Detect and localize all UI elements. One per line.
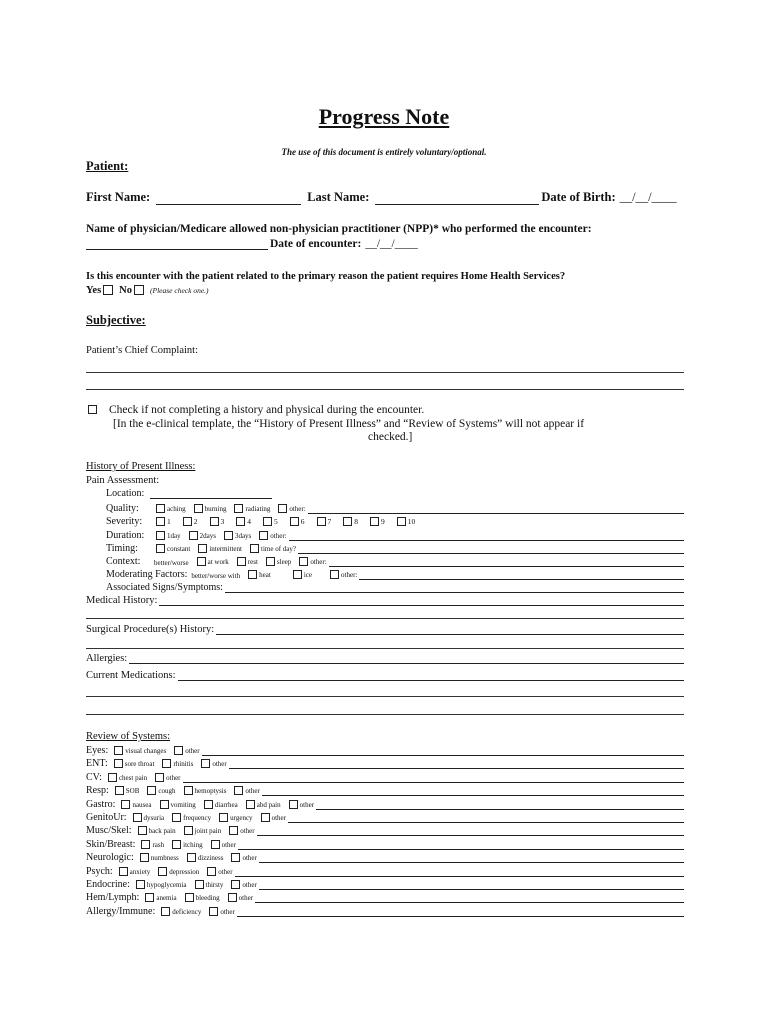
- moderating-heat-checkbox[interactable]: [248, 570, 257, 579]
- quality-burning-checkbox[interactable]: [194, 504, 203, 513]
- surgical-history-field[interactable]: [216, 625, 684, 635]
- moderating-other-checkbox[interactable]: [330, 570, 339, 579]
- ros-option-checkbox[interactable]: [108, 773, 117, 782]
- current-medications-row: [86, 670, 684, 681]
- ros-option-checkbox[interactable]: [185, 893, 194, 902]
- ros-option-label: back pain: [148, 827, 176, 836]
- surgical-history-label: Surgical Procedure(s) History:: [86, 624, 215, 635]
- ros-option-label: vomiting: [170, 800, 196, 809]
- timing-time-of-day-checkbox[interactable]: [250, 544, 259, 553]
- ros-option: [182, 786, 233, 796]
- moderating-heat-label: heat: [259, 571, 271, 579]
- last-name-label: Last Name:: [307, 190, 370, 204]
- surgical-history-line-2[interactable]: [86, 648, 684, 649]
- ros-option-label: other: [220, 907, 235, 916]
- ros-option-label: hemoptysis: [194, 787, 227, 796]
- ros-option: [226, 893, 253, 903]
- ros-row: [86, 892, 684, 903]
- ros-option-label: joint pain: [194, 827, 222, 836]
- ros-option-checkbox[interactable]: [160, 800, 169, 809]
- ros-option: [172, 746, 199, 756]
- ros-row-field[interactable]: [235, 868, 684, 877]
- ros-option: [158, 800, 202, 810]
- chief-complaint-line-1[interactable]: [86, 372, 684, 373]
- ros-row-label: GenitoUr:: [86, 812, 127, 823]
- ros-option-label: bleeding: [195, 894, 220, 903]
- timing-intermittent-checkbox[interactable]: [198, 544, 207, 553]
- encounter-date-label: Date of encounter:: [270, 238, 362, 250]
- ros-option: [207, 907, 234, 917]
- ros-option: [287, 800, 314, 810]
- encounter-date-field[interactable]: __/__/____: [365, 238, 418, 250]
- ros-row-label: CV:: [86, 771, 102, 783]
- ros-row: [86, 825, 684, 836]
- ros-option: [112, 746, 172, 756]
- ros-option-checkbox[interactable]: [195, 880, 204, 889]
- duration-label: Duration:: [106, 530, 145, 541]
- moderating-other-field[interactable]: [359, 571, 684, 580]
- quality-aching-label: aching: [167, 505, 186, 513]
- ros-row: [86, 799, 684, 810]
- ros-option-checkbox[interactable]: [229, 826, 238, 835]
- quality-burning-label: burning: [204, 505, 227, 513]
- ros-row: [86, 839, 684, 850]
- medical-history-row: [86, 595, 684, 606]
- ros-option-label: urgency: [230, 814, 253, 822]
- dob-label: Date of Birth:: [541, 190, 616, 204]
- hpi-heading: History of Present Illness:: [86, 461, 196, 472]
- ros-option: [134, 880, 193, 890]
- yes-checkbox[interactable]: [103, 285, 113, 295]
- ros-option-label: cough: [158, 787, 176, 796]
- timing-constant-checkbox[interactable]: [156, 544, 165, 553]
- location-row: [106, 488, 272, 499]
- ros-row-label: Psych:: [86, 865, 113, 877]
- medications-line-3[interactable]: [86, 714, 684, 715]
- ros-option-label: other: [185, 747, 200, 755]
- ros-option-checkbox[interactable]: [155, 773, 164, 782]
- quality-other-field[interactable]: [308, 505, 684, 514]
- ros-option-label: diarrhea: [214, 800, 238, 809]
- severity-row: [106, 516, 425, 527]
- severity-4-checkbox[interactable]: [236, 517, 245, 526]
- timing-constant-label: constant: [167, 545, 191, 553]
- ros-row-label: Eyes:: [86, 745, 109, 756]
- ros-option-label: other: [271, 814, 286, 822]
- ros-option-checkbox[interactable]: [228, 893, 237, 902]
- context-other-label: other:: [310, 558, 327, 566]
- moderating-factors-row: [106, 569, 684, 580]
- ros-option-checkbox[interactable]: [133, 813, 142, 822]
- physician-label: Name of physician/Medicare allowed non-physician practitioner (NPP)* who performed the encounter:: [86, 223, 592, 235]
- ros-option-label: itching: [183, 840, 203, 849]
- ros-option-checkbox[interactable]: [158, 867, 167, 876]
- ros-option: [229, 880, 256, 890]
- ros-option: [113, 786, 146, 796]
- ros-option-label: other: [238, 894, 254, 903]
- ros-option-checkbox[interactable]: [140, 853, 149, 862]
- timing-row: [106, 543, 684, 554]
- severity-1-label: 1: [167, 517, 171, 526]
- severity-9-label: 9: [381, 517, 385, 526]
- medications-line-2[interactable]: [86, 696, 684, 697]
- first-name-label: First Name:: [86, 190, 151, 204]
- ros-option-label: deficiency: [172, 907, 202, 916]
- ros-option: [205, 867, 232, 877]
- ros-option-checkbox[interactable]: [246, 800, 255, 809]
- subjective-heading: Subjective:: [86, 313, 146, 327]
- ros-option-label: other: [299, 800, 315, 809]
- ros-row-field[interactable]: [255, 894, 684, 903]
- severity-2-label: 2: [193, 517, 198, 526]
- ros-row: [86, 785, 684, 796]
- ros-row-field[interactable]: [237, 908, 684, 917]
- ros-option: [185, 853, 230, 863]
- ros-heading: Review of Systems:: [86, 731, 170, 742]
- ros-option-label: chest pain: [118, 773, 148, 782]
- ros-row: [86, 772, 684, 783]
- first-name-field[interactable]: [156, 194, 301, 205]
- moderating-ice-checkbox[interactable]: [293, 570, 302, 579]
- ros-option: [259, 813, 286, 823]
- ros-option: [119, 800, 157, 810]
- severity-1-checkbox[interactable]: [156, 517, 165, 526]
- ros-option-label: dizziness: [197, 854, 224, 863]
- timing-time-of-day-label: time of day?: [261, 545, 296, 553]
- duration-other-field[interactable]: [289, 532, 684, 541]
- ros-option-label: anxiety: [129, 867, 151, 876]
- dob-field[interactable]: __/__/____: [619, 190, 677, 204]
- duration-other-label: other:: [270, 532, 287, 540]
- ros-option-checkbox[interactable]: [119, 867, 128, 876]
- duration-3days-label: 3days: [234, 532, 252, 540]
- ros-option: [199, 759, 226, 769]
- ros-option-label: numbness: [150, 854, 179, 863]
- ros-option: [202, 800, 244, 810]
- context-lead: better/worse: [154, 559, 189, 567]
- ros-option-checkbox[interactable]: [187, 853, 196, 862]
- ros-row-field[interactable]: [229, 760, 684, 769]
- ros-option-label: abd pain: [256, 800, 281, 809]
- page-title: Progress Note: [318, 104, 450, 129]
- duration-row: [106, 530, 684, 541]
- ros-option: [232, 786, 259, 796]
- ros-row-label: Skin/Breast:: [86, 838, 136, 850]
- patient-name-row: [86, 190, 684, 205]
- ros-row: [86, 879, 684, 890]
- patient-heading: Patient:: [86, 159, 129, 173]
- severity-7-label: 7: [327, 517, 332, 526]
- ros-option-checkbox[interactable]: [172, 813, 181, 822]
- ros-option-label: hypoglycemia: [146, 881, 187, 889]
- ros-row: [86, 906, 684, 917]
- ros-option-checkbox[interactable]: [136, 880, 145, 889]
- ros-option-label: other: [221, 840, 236, 849]
- current-medications-label: Current Medications:: [86, 670, 176, 681]
- physician-row: [86, 238, 418, 250]
- ros-option-checkbox[interactable]: [234, 786, 243, 795]
- allergies-field[interactable]: [129, 654, 684, 664]
- ros-option-label: rash: [152, 840, 165, 849]
- physician-name-field[interactable]: [86, 239, 268, 250]
- context-row: [106, 556, 684, 567]
- ros-option-label: dysuria: [143, 814, 165, 822]
- ros-option-label: rhinitis: [173, 760, 194, 769]
- ros-option-label: other: [242, 854, 257, 863]
- ros-option-checkbox[interactable]: [219, 813, 228, 822]
- medical-history-line-2[interactable]: [86, 618, 684, 619]
- ros-option-checkbox[interactable]: [184, 826, 193, 835]
- ros-option-label: other: [240, 827, 255, 836]
- ros-option-label: other: [218, 867, 233, 876]
- yes-label: Yes: [86, 285, 102, 296]
- ros-option-label: anemia: [156, 894, 177, 903]
- context-rest-label: rest: [247, 558, 258, 566]
- severity-3-label: 3: [220, 517, 225, 526]
- ros-option: [112, 759, 161, 769]
- context-other-field[interactable]: [329, 558, 684, 567]
- ros-option: [182, 826, 228, 836]
- severity-8-label: 8: [354, 517, 358, 526]
- location-field[interactable]: [150, 490, 272, 499]
- location-label: Location:: [106, 488, 145, 499]
- quality-radiating-label: radiating: [245, 505, 271, 513]
- ros-option-checkbox[interactable]: [172, 840, 181, 849]
- home-health-question: Is this encounter with the patient related to the primary reason the patient requires Home Health Services?: [86, 271, 566, 282]
- ros-option-checkbox[interactable]: [138, 826, 147, 835]
- severity-3-checkbox[interactable]: [210, 517, 219, 526]
- medical-history-field[interactable]: [159, 596, 684, 606]
- ros-option-checkbox[interactable]: [141, 840, 150, 849]
- ros-option: [160, 759, 199, 769]
- moderating-other-label: other:: [341, 571, 358, 579]
- hp-checkbox[interactable]: [88, 405, 97, 414]
- ros-option-checkbox[interactable]: [114, 759, 123, 768]
- ros-option-checkbox[interactable]: [261, 813, 270, 822]
- ros-option-checkbox[interactable]: [231, 880, 240, 889]
- ros-option: [170, 813, 217, 823]
- ros-option: [183, 893, 226, 903]
- quality-label: Quality:: [106, 503, 139, 514]
- ros-option: [244, 800, 287, 810]
- ros-option-checkbox[interactable]: [115, 786, 124, 795]
- ros-option: [193, 880, 230, 890]
- ros-row-label: Hem/Lymph:: [86, 892, 140, 904]
- ros-option-label: other: [166, 773, 181, 782]
- ros-option-checkbox[interactable]: [211, 840, 220, 849]
- associated-signs-label: Associated Signs/Symptoms:: [106, 582, 223, 593]
- ros-option: [159, 907, 207, 917]
- ros-option-checkbox[interactable]: [207, 867, 216, 876]
- ros-option: [170, 840, 208, 850]
- timing-intermittent-label: intermittent: [209, 545, 242, 553]
- context-rest-checkbox[interactable]: [237, 557, 246, 566]
- context-at-work-checkbox[interactable]: [197, 557, 206, 566]
- ros-row-label: Allergy/Immune:: [86, 905, 156, 917]
- ros-option: [156, 867, 205, 877]
- ros-option-checkbox[interactable]: [174, 746, 183, 755]
- duration-2days-label: 2days: [199, 532, 216, 540]
- context-at-work-label: at work: [207, 558, 229, 566]
- ros-option: [143, 893, 182, 903]
- medical-history-label: Medical History:: [86, 595, 158, 606]
- template-note-2: checked.]: [368, 431, 413, 443]
- ros-option-label: other: [212, 760, 227, 769]
- ros-row-field[interactable]: [238, 841, 684, 850]
- ros-row: [86, 852, 684, 863]
- quality-row: [106, 503, 684, 514]
- allergies-label: Allergies:: [86, 653, 128, 664]
- context-label: Context:: [106, 556, 141, 567]
- ros-option-label: frequency: [183, 814, 212, 822]
- ros-option-checkbox[interactable]: [204, 800, 213, 809]
- ros-option: [217, 813, 258, 823]
- ros-option-checkbox[interactable]: [231, 853, 240, 862]
- severity-6-label: 6: [300, 517, 305, 526]
- severity-7-checkbox[interactable]: [317, 517, 326, 526]
- disclaimer: The use of this document is entirely voluntary/optional.: [281, 147, 487, 157]
- severity-2-checkbox[interactable]: [183, 517, 192, 526]
- ros-option-label: thirsty: [205, 881, 224, 889]
- ros-row-label: ENT:: [86, 758, 108, 770]
- ros-option-checkbox[interactable]: [145, 893, 154, 902]
- ros-option-checkbox[interactable]: [161, 907, 170, 916]
- ros-row-label: Endocrine:: [86, 879, 130, 890]
- ros-option-label: nausea: [132, 800, 152, 809]
- ros-option-checkbox[interactable]: [121, 800, 130, 809]
- ros-row: [86, 758, 684, 769]
- ros-option: [131, 813, 171, 823]
- ros-row-field[interactable]: [288, 814, 684, 823]
- ros-row-field[interactable]: [202, 747, 684, 756]
- ros-option-label: other: [242, 881, 257, 889]
- chief-complaint-label: Patient’s Chief Complaint:: [86, 345, 198, 356]
- current-medications-field[interactable]: [178, 671, 684, 681]
- chief-complaint-line-2[interactable]: [86, 389, 684, 390]
- ros-option-checkbox[interactable]: [147, 786, 156, 795]
- ros-option: [138, 853, 185, 863]
- ros-row-label: Resp:: [86, 785, 109, 797]
- ros-option-label: depression: [169, 867, 200, 876]
- ros-row: [86, 812, 684, 823]
- context-sleep-checkbox[interactable]: [266, 557, 275, 566]
- ros-option-checkbox[interactable]: [162, 759, 171, 768]
- ros-option: [153, 773, 180, 783]
- ros-row: [86, 866, 684, 877]
- ros-option: [136, 826, 182, 836]
- duration-1day-checkbox[interactable]: [156, 531, 165, 540]
- quality-aching-checkbox[interactable]: [156, 504, 165, 513]
- ros-option: [227, 826, 254, 836]
- ros-row-field[interactable]: [316, 801, 684, 810]
- ros-option-label: sore throat: [124, 760, 155, 769]
- ros-row-field[interactable]: [259, 881, 684, 890]
- ros-row-field[interactable]: [262, 787, 684, 796]
- ros-option: [139, 840, 170, 850]
- duration-1day-label: 1day: [167, 532, 181, 540]
- timing-label: Timing:: [106, 543, 138, 554]
- quality-radiating-checkbox[interactable]: [234, 504, 243, 513]
- ros-option-checkbox[interactable]: [114, 746, 123, 755]
- ros-row-field[interactable]: [259, 854, 684, 863]
- ros-row-label: Musc/Skel:: [86, 825, 132, 837]
- ros-row-field[interactable]: [183, 774, 684, 783]
- quality-other-checkbox[interactable]: [278, 504, 287, 513]
- hp-check-note: Check if not completing a history and physical during the encounter.: [109, 404, 425, 416]
- surgical-history-row: [86, 624, 684, 635]
- associated-signs-row: [106, 582, 684, 593]
- severity-10-checkbox[interactable]: [397, 517, 406, 526]
- template-note-1: [In the e-clinical template, the “History of Present Illness” and “Review of Systems” will not appear if: [113, 418, 585, 430]
- hp-check-row: [86, 404, 424, 416]
- severity-label: Severity:: [106, 516, 143, 527]
- timing-field[interactable]: [298, 545, 684, 554]
- severity-5-label: 5: [274, 517, 278, 526]
- ros-row-field[interactable]: [257, 827, 684, 836]
- moderating-factors-label: Moderating Factors:: [106, 569, 188, 580]
- duration-3days-checkbox[interactable]: [224, 531, 233, 540]
- home-health-answer-row: [86, 285, 209, 296]
- no-label: No: [119, 285, 133, 296]
- severity-4-label: 4: [247, 517, 251, 526]
- check-one-note: (Please check one.): [150, 286, 209, 295]
- allergies-row: [86, 653, 684, 664]
- moderating-ice-label: ice: [303, 571, 313, 579]
- ros-row-label: Gastro:: [86, 798, 116, 810]
- ros-option: [145, 786, 181, 796]
- context-sleep-label: sleep: [276, 558, 292, 566]
- context-other-checkbox[interactable]: [299, 557, 308, 566]
- ros-option: [229, 853, 256, 863]
- severity-6-checkbox[interactable]: [290, 517, 299, 526]
- quality-other-label: other:: [289, 505, 306, 513]
- ros-option-label: SOB: [125, 787, 140, 796]
- severity-9-checkbox[interactable]: [370, 517, 379, 526]
- duration-other-checkbox[interactable]: [259, 531, 268, 540]
- ros-option-checkbox[interactable]: [201, 759, 210, 768]
- no-checkbox[interactable]: [134, 285, 144, 295]
- ros-option: [117, 867, 157, 877]
- ros-option-checkbox[interactable]: [184, 786, 193, 795]
- ros-row: [86, 745, 684, 756]
- duration-2days-checkbox[interactable]: [189, 531, 198, 540]
- severity-5-checkbox[interactable]: [263, 517, 272, 526]
- associated-signs-field[interactable]: [225, 584, 684, 593]
- severity-8-checkbox[interactable]: [343, 517, 352, 526]
- severity-10-label: 10: [407, 517, 416, 526]
- pain-assessment-label: Pain Assessment:: [86, 475, 160, 486]
- ros-row-label: Neurologic:: [86, 852, 134, 864]
- ros-option-checkbox[interactable]: [209, 907, 218, 916]
- moderating-factors-lead: better/worse with: [191, 572, 241, 580]
- ros-option-label: other: [245, 787, 260, 796]
- last-name-field[interactable]: [375, 194, 539, 205]
- ros-option-label: visual changes: [125, 747, 167, 755]
- ros-option: [209, 840, 236, 850]
- ros-option-checkbox[interactable]: [289, 800, 298, 809]
- ros-option: [106, 773, 153, 783]
